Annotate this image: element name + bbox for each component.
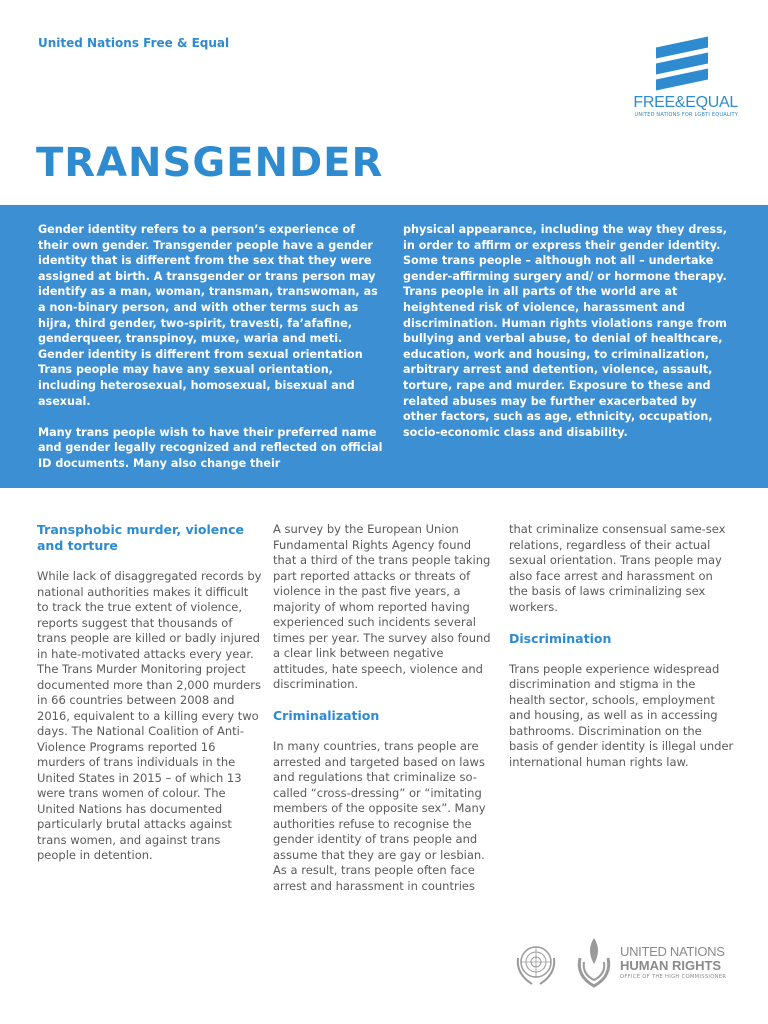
column-3 bbox=[509, 522, 734, 786]
body-paragraph: A survey by the European Union Fundamental Rights Agency found that a third of the trans people taking part reported attacks or threats of violence in the past five years, a majority of whom reported having experienced such incidents several times per year. The survey also found a clear link between negative attitudes, hate speech, violence and discrimination. bbox=[273, 522, 491, 691]
ohchr-logo bbox=[572, 934, 732, 990]
body-paragraph: Trans people experience widespread discrimination and stigma in the health sector, schools, employment and housing, as well as in accessing bathrooms. Discrimination on the basis of gender identity is illegal under international human rights law. bbox=[509, 661, 734, 769]
body-paragraph: that criminalize consensual same-sex relations, regardless of their actual sexual orientation. Trans people may also face arrest and harassment on the basis of laws criminalizing sex workers. bbox=[509, 522, 726, 614]
section-heading-discrimination: Discrimination bbox=[509, 630, 612, 646]
intro-paragraph: Gender identity refers to a person’s experience of their own gender. Transgender people have a gender identity that is different from the sex that they were assigned at birth. A transgender or trans person may identify as a man, woman, transman, transwoman, as a non-binary person, and with other terms such as hijra, third gender, two-spirit, travesti, fa’afafine, genderqueer, transpinoy, muxe, waria and meti. Gender identity is different from sexual orientation Trans people may have any sexual orientation, including heterosexual, homosexual, bisexual and asexual. bbox=[38, 223, 378, 408]
column-1 bbox=[37, 522, 262, 879]
free-equal-logo bbox=[628, 38, 738, 120]
logo-bars-icon bbox=[652, 38, 708, 82]
intro-right-column bbox=[403, 222, 733, 456]
intro-band bbox=[0, 205, 768, 488]
ohchr-emblem-icon bbox=[572, 934, 616, 990]
ohchr-line2: HUMAN RIGHTS bbox=[620, 958, 722, 973]
logo-subtitle: UNITED NATIONS FOR LGBTI EQUALITY bbox=[634, 112, 738, 118]
intro-paragraph: physical appearance, including the way they dress, in order to affirm or express their gender identity. Some trans people – although not all – undertake gender-affirming surgery and/ or hormone therapy. Trans people in all parts of the world are at heightened risk of violence, harassment and discrimination. Human rights violations range from bullying and verbal abuse, to denial of healthcare, education, work and housing, to criminalization, arbitrary arrest and detention, violence, assault, torture, rape and murder. Exposure to these and related abuses may be further exacerbated by other factors, such as age, ethnicity, occupation, socio-economic class and disability. bbox=[403, 223, 728, 439]
org-label: United Nations Free & Equal bbox=[38, 36, 230, 50]
intro-paragraph: Many trans people wish to have their preferred name and gender legally recognized and reflected on official ID documents. Many also change their bbox=[38, 425, 383, 470]
section-heading-transphobic-murder: Transphobic murder, violence and torture bbox=[37, 522, 245, 553]
page-title: TRANSGENDER bbox=[36, 140, 384, 186]
ohchr-line1: UNITED NATIONS bbox=[620, 944, 725, 959]
section-heading-criminalization: Criminalization bbox=[273, 708, 380, 723]
body-paragraph: While lack of disaggregated records by national authorities makes it difficult to track the true extent of violence, reports suggest that thousands of trans people are killed or badly injured in hate-motivated attacks every year. The Trans Murder Monitoring project documented more than 2,000 murders in 66 countries between 2008 and 2016, equivalent to a killing every two days. The National Coalition of Anti-Violence Programs reported 16 murders of trans individuals in the United States in 2015 – of which 13 were trans women of colour. The United Nations has documented particularly brutal attacks against trans women, and against trans people in detention. bbox=[37, 569, 262, 862]
logo-wordmark: FREE&EQUAL bbox=[633, 94, 738, 111]
ohchr-line3: OFFICE OF THE HIGH COMMISSIONER bbox=[620, 974, 727, 980]
body-paragraph: In many countries, trans people are arrested and targeted based on laws and regulations that criminalize so-called “cross-dressing” or “imitating members of the opposite sex”. Many authorities refuse to recognise the gender identity of trans people and assume that they are gay or lesbian. As a result, trans people often face arrest and harassment in countries bbox=[273, 739, 486, 893]
column-2 bbox=[273, 522, 498, 910]
intro-left-column bbox=[38, 222, 388, 487]
un-emblem-icon bbox=[512, 940, 560, 988]
